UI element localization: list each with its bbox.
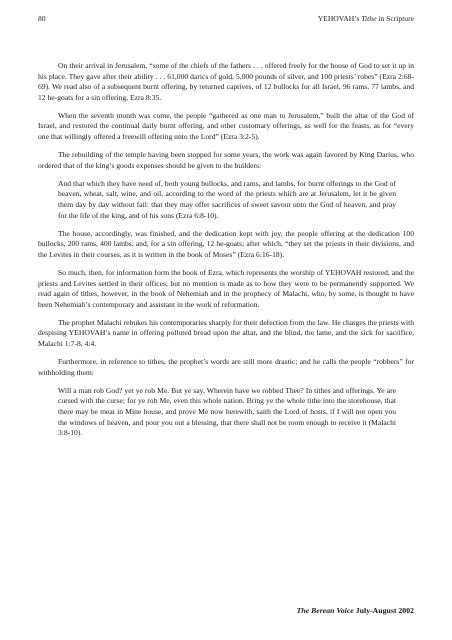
running-title-author: YEHOVAH’s [317, 14, 360, 23]
running-title-rest: in Scripture [378, 14, 414, 23]
paragraph: The rebuilding of the temple having been stopped for some years, the work was again favored by King Darius, who ordered that of the king’s goods expenses should be given to the builders: [38, 150, 414, 170]
paragraph: The prophet Malachi rebukes his contemporaries sharply for their defection from the law. He charges the priests with despising YEHOVAH’s name in offering polluted bread upon the altar, and the blind, the lame, and the sick for sacrifice, Malachi 1:7-8, 4:4. [38, 317, 414, 349]
issue-date: July-August 2002 [355, 606, 414, 615]
page-number: 80 [38, 14, 46, 23]
paragraph: So much, then, for information form the book of Ezra, which represents the worship of YEHOVAH restored, and the priests and Levites settled in their offices; but no mention is made as to how they were to be permanently supported. We read again of tithes, however, in the book of Nehemiah and in the prophecy of Malachi, who, by some, is thought to have been Nehemiah’s contemporary and assistant in the work of reformation. [38, 268, 414, 309]
paragraph: Furthermore, in reference to tithes, the prophet’s words are still more drastic; and he calls the people “robbers” for withholding them: [38, 357, 414, 377]
block-quote: Will a man rob God? yet ye rob Me. But ye say, Wherein have we robbed Thee? In tithes and offerings. Ye are cursed with the curse; for ye rob Me, even this whole nation. Bring ye the whole tithe into the storehouse, that there may be meat in Mine house, and prove Me now herewith, saith the Lord of hosts, if I will not open you the windows of heaven, and pour you out a blessing, that there shall not be room enough to receive it (Malachi 3:8-10). [58, 385, 396, 438]
paragraph: On their arrival in Jerusalem, “some of the chiefs of the fathers . . . offered freely for the house of God to set it up in his place. They gave after their ability . . . 61,000 darics of gold, 5,000 pounds of silver, and 100 priests’ robes” (Ezra 2:68-69). We read also of a subsequent burnt offering, by returned captives, of 12 bullocks for all Israel, 96 rams, 77 lambs, and 12 he-goats for a sin offering, Ezra 8:35. [38, 61, 414, 102]
body-text [38, 61, 414, 446]
running-title [318, 14, 414, 24]
running-header [38, 14, 414, 24]
paragraph: The house, accordingly, was finished, and the dedication kept with joy, the people offering at the dedication 100 bullocks, 200 rams, 400 lambs, and, for a sin offering, 12 he-goats; after which, “they set the priests in their divisions, and the Levites in their courses, as it is written in the book of Moses” (Ezra 6:16-18). [38, 228, 414, 259]
running-title-italic: Tithe [361, 14, 377, 23]
journal-name: The Berean Voice [296, 606, 354, 615]
paragraph: When the seventh month was come, the people “gathered as one man to Jerusalem,” built the altar of the God of Israel, and restored the continual daily burnt offering, and other customary offerings, as well for the feasts, as for “every one that willingly offered a freewill offering unto the Lord” (Ezra 3:2-5). [38, 110, 414, 142]
running-footer [297, 606, 414, 616]
block-quote: And that which they have need of, both young bullocks, and rams, and lambs, for burnt offerings to the God of heaven, wheat, salt, wine, and oil, according to the word of the priests which are at Jerusalem, let it be given them day by day without fail: that they may offer sacrifices of sweet savour unto the God of heaven, and pray for the life of the king, and of his sons (Ezra 6:8-10). [58, 178, 396, 220]
